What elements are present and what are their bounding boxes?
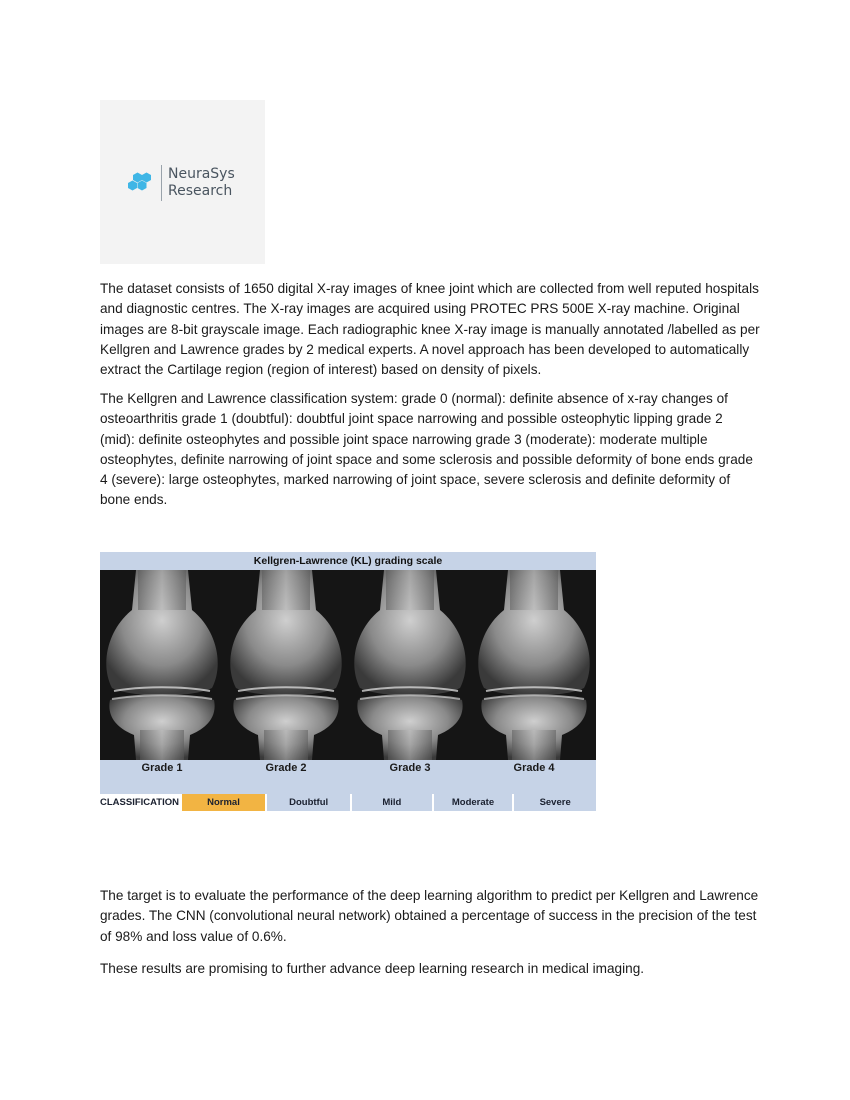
hexagon-logo-icon bbox=[126, 166, 158, 198]
class-normal: Normal bbox=[182, 794, 266, 811]
kl-classification-paragraph: The Kellgren and Lawrence classification system: grade 0 (normal): definite absence of x-ray changes of osteoarthritis grade 1 (doubtful): doubtful joint space narrowing and possible osteophytic lipping grade 2 (mid): definite osteophytes and possible joint space narrowing grade 3 (moderate): moderate multiple osteophytes, definite narrowing of joint space and some sclerosis and possible deformity of bone ends grade 4 (severe): large osteophytes, marked narrowing of joint space, severe sclerosis and definite deformity of bone ends. bbox=[100, 391, 753, 508]
grade-label: Grade 4 bbox=[513, 762, 555, 774]
classification-row bbox=[100, 794, 596, 811]
class-severe: Severe bbox=[514, 794, 596, 811]
logo-line2: Research bbox=[168, 183, 233, 199]
class-mild: Mild bbox=[352, 794, 432, 811]
logo-line1: NeuraSys bbox=[168, 166, 235, 182]
figure-title: Kellgren-Lawrence (KL) grading scale bbox=[100, 552, 596, 570]
xray-grade-3 bbox=[348, 570, 472, 760]
xray-grade-2 bbox=[224, 570, 348, 760]
grade-labels bbox=[100, 760, 596, 794]
class-doubtful: Doubtful bbox=[267, 794, 350, 811]
logo-divider bbox=[161, 165, 162, 201]
xray-grade-4 bbox=[472, 570, 596, 760]
logo-box bbox=[100, 100, 265, 264]
logo-wordmark bbox=[168, 166, 235, 200]
classification-label: CLASSIFICATION bbox=[100, 794, 180, 811]
results-paragraph: These results are promising to further advance deep learning research in medical imaging. bbox=[100, 961, 645, 976]
grade-label: Grade 1 bbox=[141, 762, 183, 774]
dataset-paragraph: The dataset consists of 1650 digital X-ray images of knee joint which are collected from well reputed hospitals and diagnostic centres. The X-ray images are acquired using PROTEC PRS 500E X-ray machine. Original images are 8-bit grayscale image. Each radiographic knee X-ray image is manually annotated /labelled as per Kellgren and Lawrence grades by 2 medical experts. A novel approach has been developed to automatically extract the Cartilage region (region of interest) based on density of pixels. bbox=[100, 281, 760, 378]
target-paragraph: The target is to evaluate the performance of the deep learning algorithm to predict per Kellgren and Lawrence grades. The CNN (convolutional neural network) obtained a percentage of success in the precision of the test of 98% and loss value of 0.6%. bbox=[100, 888, 759, 944]
xray-grade-1 bbox=[100, 570, 224, 760]
grade-label: Grade 2 bbox=[265, 762, 307, 774]
grade-label: Grade 3 bbox=[389, 762, 431, 774]
kl-grading-figure bbox=[100, 552, 596, 811]
class-moderate: Moderate bbox=[434, 794, 513, 811]
